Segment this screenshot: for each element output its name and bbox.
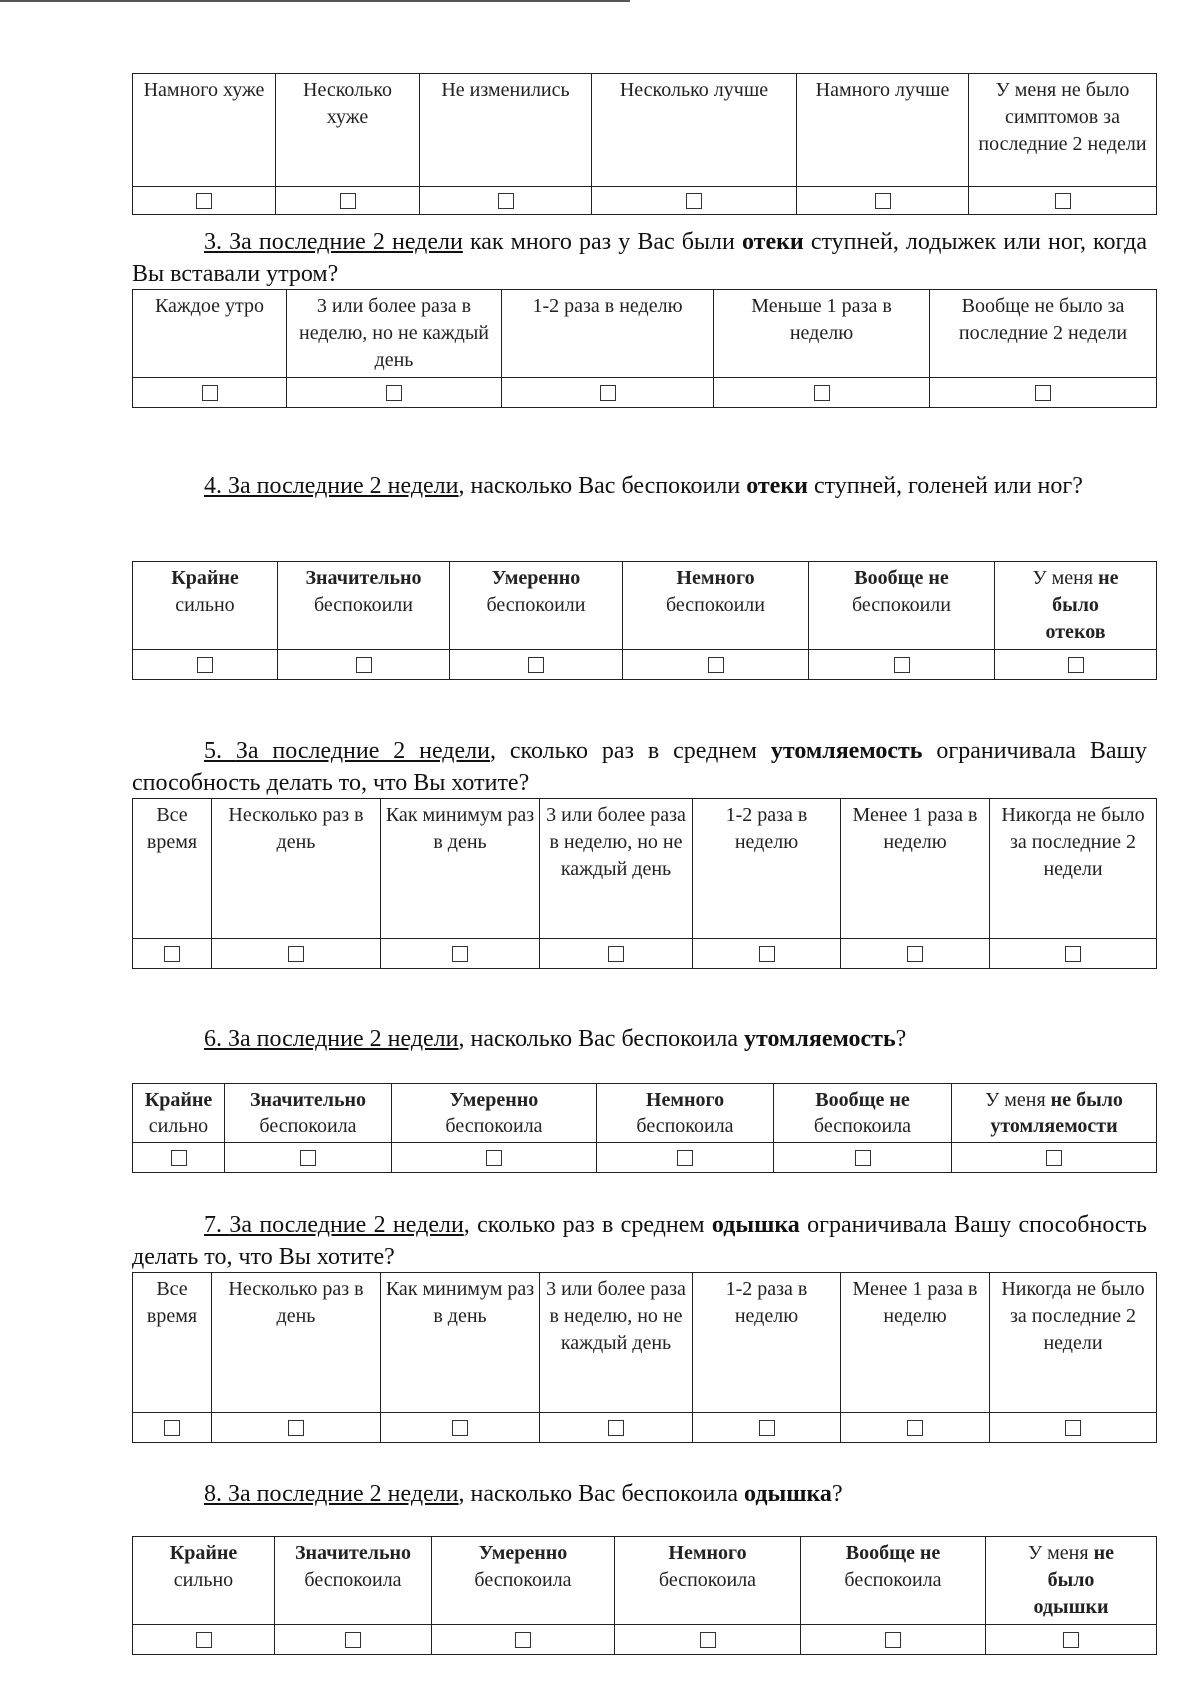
q5-checkbox[interactable]: [907, 946, 923, 962]
q7-option-label: Никогда не было за последние 2 недели: [990, 1273, 1157, 1413]
q5-answer-table: [132, 798, 1156, 969]
q7-option-label: Все время: [133, 1273, 212, 1413]
q4-checkbox[interactable]: [197, 657, 213, 673]
q4-option-label: У меня не было отеков: [995, 562, 1157, 650]
q4-question: 4. За последние 2 недели, насколько Вас беспокоили отеки ступней, голеней или ног?: [204, 473, 1083, 499]
q2-checkbox[interactable]: [340, 193, 356, 209]
q7-option-label: Менее 1 раза в неделю: [841, 1273, 990, 1413]
q2-checkbox[interactable]: [875, 193, 891, 209]
q2-option-label: Несколько лучше: [592, 74, 797, 187]
q6-checkbox[interactable]: [1046, 1150, 1062, 1166]
q7-checkbox[interactable]: [288, 1420, 304, 1436]
q8-checkbox[interactable]: [1063, 1632, 1079, 1648]
q7-option-label: 3 или более раза в неделю, но не каждый день: [540, 1273, 693, 1413]
q3-option-label: Меньше 1 раза в неделю: [714, 290, 930, 378]
q8-answer-table: [132, 1536, 1156, 1655]
q4-answer-table: [132, 561, 1156, 680]
q5-option-label: Никогда не было за последние 2 недели: [990, 799, 1157, 939]
q4-option-label: Немного беспокоили: [623, 562, 809, 650]
q6-checkbox[interactable]: [171, 1150, 187, 1166]
q7-checkbox[interactable]: [1065, 1420, 1081, 1436]
q3-question: 3. За последние 2 недели как много раз у Вас были отеки ступней, лодыжек или ног, когда Вы вставали утром?: [132, 229, 1147, 287]
q2-checkbox[interactable]: [196, 193, 212, 209]
q6-checkbox[interactable]: [300, 1150, 316, 1166]
q3-option-label: 1-2 раза в неделю: [502, 290, 714, 378]
q4-checkbox[interactable]: [528, 657, 544, 673]
q6-option-label: У меня не было утомляемости: [952, 1084, 1157, 1143]
q7-answer-table: [132, 1272, 1156, 1443]
q5-checkbox[interactable]: [759, 946, 775, 962]
q8-option-label: Крайне сильно: [133, 1537, 275, 1625]
q7-checkbox[interactable]: [164, 1420, 180, 1436]
q2-option-label: Несколько хуже: [276, 74, 420, 187]
q7-checkbox[interactable]: [608, 1420, 624, 1436]
q4-option-label: Крайне сильно: [133, 562, 278, 650]
q8-option-label: Умеренно беспокоила: [432, 1537, 615, 1625]
q2-option-label: Намного лучше: [797, 74, 969, 187]
q5-question: 5. За последние 2 недели, сколько раз в среднем утомляемость ограничивала Вашу способность делать то, что Вы хотите?: [132, 738, 1147, 796]
q6-checkbox[interactable]: [486, 1150, 502, 1166]
q5-checkbox[interactable]: [288, 946, 304, 962]
q4-checkbox[interactable]: [894, 657, 910, 673]
q3-checkbox[interactable]: [600, 385, 616, 401]
q8-checkbox[interactable]: [885, 1632, 901, 1648]
q7-checkbox[interactable]: [759, 1420, 775, 1436]
q5-checkbox[interactable]: [1065, 946, 1081, 962]
q8-option-label: У меня не было одышки: [986, 1537, 1157, 1625]
q8-option-label: Немного беспокоила: [615, 1537, 801, 1625]
q4-option-label: Вообще не беспокоили: [809, 562, 995, 650]
q6-checkbox[interactable]: [677, 1150, 693, 1166]
q6-option-label: Значительно беспокоила: [225, 1084, 392, 1143]
q5-checkbox[interactable]: [608, 946, 624, 962]
q4-option-label: Значительно беспокоили: [278, 562, 450, 650]
q7-checkbox[interactable]: [907, 1420, 923, 1436]
q8-checkbox[interactable]: [196, 1632, 212, 1648]
q6-option-label: Вообще не беспокоила: [774, 1084, 952, 1143]
q8-option-label: Вообще не беспокоила: [801, 1537, 986, 1625]
q5-option-label: Несколько раз в день: [212, 799, 381, 939]
q2-option-label: У меня не было симптомов за последние 2 недели: [969, 74, 1157, 187]
q2-option-label: Не изменились: [420, 74, 592, 187]
q3-option-label: 3 или более раза в неделю, но не каждый день: [287, 290, 502, 378]
q2-answer-table: [132, 73, 1156, 215]
q3-checkbox[interactable]: [202, 385, 218, 401]
q5-option-label: 1-2 раза в неделю: [693, 799, 841, 939]
q3-option-label: Вообще не было за последние 2 недели: [930, 290, 1157, 378]
q2-checkbox[interactable]: [498, 193, 514, 209]
q7-option-label: Как минимум раз в день: [381, 1273, 540, 1413]
q6-option-label: Умеренно беспокоила: [392, 1084, 597, 1143]
q2-checkbox[interactable]: [1055, 193, 1071, 209]
q3-checkbox[interactable]: [814, 385, 830, 401]
q3-checkbox[interactable]: [1035, 385, 1051, 401]
q2-checkbox[interactable]: [686, 193, 702, 209]
page-top-rule: [0, 0, 630, 2]
q3-option-label: Каждое утро: [133, 290, 287, 378]
q6-checkbox[interactable]: [855, 1150, 871, 1166]
q4-option-label: Умеренно беспокоили: [450, 562, 623, 650]
q8-checkbox[interactable]: [345, 1632, 361, 1648]
q7-option-label: Несколько раз в день: [212, 1273, 381, 1413]
q8-checkbox[interactable]: [515, 1632, 531, 1648]
q6-answer-table: [132, 1083, 1156, 1173]
q5-option-label: 3 или более раза в неделю, но не каждый день: [540, 799, 693, 939]
q7-question: 7. За последние 2 недели, сколько раз в среднем одышка ограничивала Вашу способность делать то, что Вы хотите?: [132, 1212, 1148, 1270]
q3-answer-table: [132, 289, 1156, 408]
q8-checkbox[interactable]: [700, 1632, 716, 1648]
q6-option-label: Крайне сильно: [133, 1084, 225, 1143]
q5-option-label: Как минимум раз в день: [381, 799, 540, 939]
q4-checkbox[interactable]: [708, 657, 724, 673]
q6-question: 6. За последние 2 недели, насколько Вас беспокоила утомляемость?: [204, 1026, 907, 1052]
q3-checkbox[interactable]: [386, 385, 402, 401]
q4-checkbox[interactable]: [1068, 657, 1084, 673]
q7-option-label: 1-2 раза в неделю: [693, 1273, 841, 1413]
q2-option-label: Намного хуже: [133, 74, 276, 187]
q8-option-label: Значительно беспокоила: [275, 1537, 432, 1625]
q8-question: 8. За последние 2 недели, насколько Вас беспокоила одышка?: [204, 1481, 843, 1507]
q6-option-label: Немного беспокоила: [597, 1084, 774, 1143]
q7-checkbox[interactable]: [452, 1420, 468, 1436]
q4-checkbox[interactable]: [356, 657, 372, 673]
q5-option-label: Все время: [133, 799, 212, 939]
q5-option-label: Менее 1 раза в неделю: [841, 799, 990, 939]
q5-checkbox[interactable]: [164, 946, 180, 962]
q5-checkbox[interactable]: [452, 946, 468, 962]
